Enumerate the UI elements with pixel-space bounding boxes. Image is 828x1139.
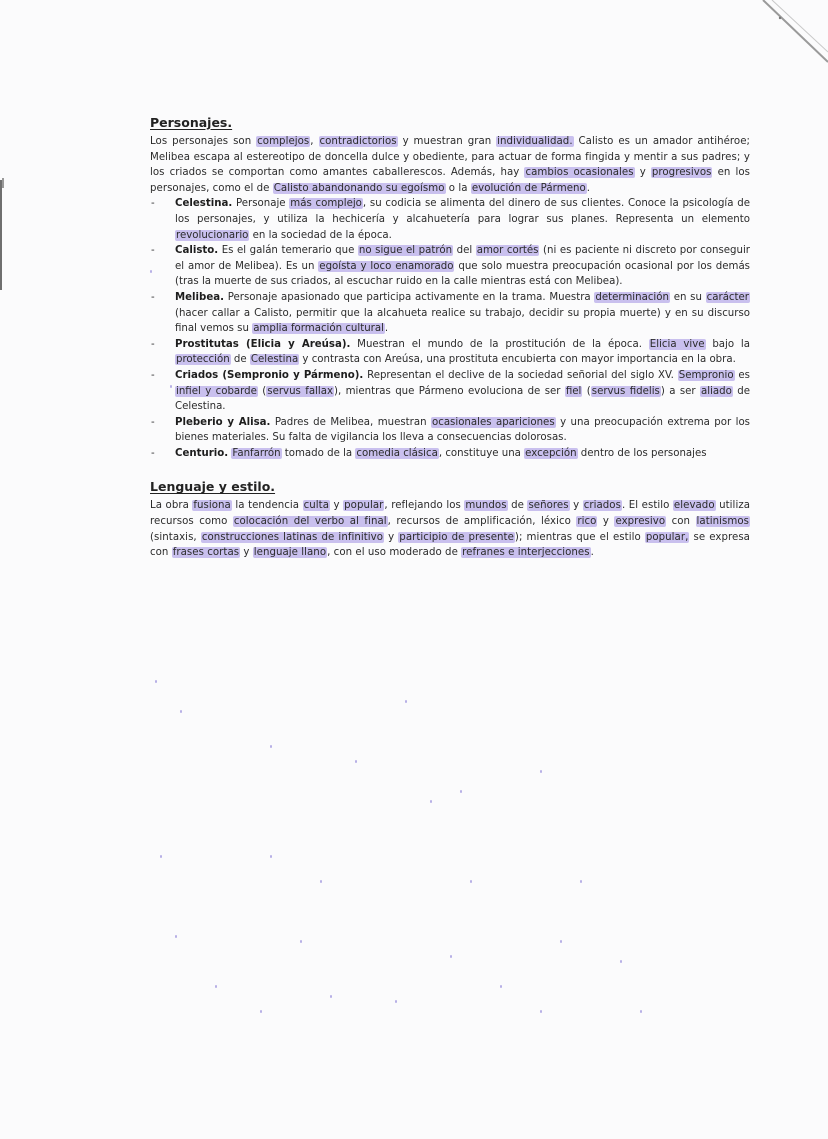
document-body xyxy=(150,115,750,561)
text-run: bajo la xyxy=(705,338,750,350)
text-run: Es el galán temerario que xyxy=(218,245,358,257)
highlighted-text: señores xyxy=(528,500,569,512)
highlighted-text: Elicia vive xyxy=(649,338,705,350)
text-run: y xyxy=(634,167,651,179)
text-run: y muestran gran xyxy=(397,136,497,147)
highlighted-text: construcciones latinas de infinitivo xyxy=(201,531,384,543)
highlighted-text: colocación del verbo al final xyxy=(233,516,387,528)
scan-speck xyxy=(470,880,472,883)
character-name: Prostitutas (Elicia y Areúsa). xyxy=(175,338,351,350)
scan-speck xyxy=(540,1010,542,1013)
character-name: Celestina. xyxy=(175,198,233,210)
text-run: utiliza recursos como xyxy=(150,500,751,528)
text-run: en su xyxy=(669,291,706,303)
character-item xyxy=(175,368,750,415)
text-run: con xyxy=(666,516,696,528)
text-run: dentro de los personajes xyxy=(577,447,707,459)
text-run: , recursos de amplificación, léxico xyxy=(387,516,577,528)
highlighted-text: Calisto abandonando su egoísmo xyxy=(273,182,445,194)
text-run: de Celestina. xyxy=(175,385,751,413)
text-run: y contrasta con Areúsa, una prostituta encubierta con mayor importancia en la obra. xyxy=(299,354,736,366)
highlighted-text: popular, xyxy=(645,531,689,543)
text-run: Personaje apasionado que participa activamente en la trama. Muestra xyxy=(223,291,595,303)
text-run: , su codicia se alimenta del dinero de sus clientes. Conoce la psicología de los personajes, y utiliza la hechicería y alcahuetería para lograr sus planes. Representa un elemento xyxy=(175,198,750,225)
text-run: y xyxy=(569,500,583,512)
scan-speck xyxy=(450,955,452,958)
highlighted-text: determinación xyxy=(595,291,669,303)
scan-speck xyxy=(170,385,172,388)
scan-speck xyxy=(320,880,322,883)
scan-speck xyxy=(175,935,177,938)
highlighted-text: complejos xyxy=(257,136,310,147)
scan-speck xyxy=(180,710,182,713)
highlighted-text: no sigue el patrón xyxy=(358,245,453,257)
text-run: . xyxy=(384,323,389,335)
text-run: ) a ser xyxy=(660,385,701,397)
character-item xyxy=(175,415,750,446)
scan-speck xyxy=(620,960,622,963)
scan-speck xyxy=(355,760,357,763)
text-run: , reflejando los xyxy=(384,500,465,512)
character-name: Pleberio y Alisa. xyxy=(175,416,271,428)
highlighted-text: criados xyxy=(583,500,621,512)
text-run: o la xyxy=(445,182,471,194)
scan-speck xyxy=(155,680,157,683)
text-run: ( xyxy=(257,385,267,397)
highlighted-text: infiel y cobarde xyxy=(176,385,257,397)
scan-edge-mark xyxy=(0,180,2,290)
scan-speck xyxy=(560,940,562,943)
scan-speck xyxy=(215,985,217,988)
text-run: Muestran el mundo de la prostitución de la época. xyxy=(350,338,649,350)
highlighted-text: servus fallax xyxy=(267,385,333,397)
scan-speck xyxy=(270,745,272,748)
cropped-top-text xyxy=(175,0,255,4)
highlighted-text: revolucionario xyxy=(176,229,249,241)
highlighted-text: Sempronio xyxy=(678,369,734,381)
highlighted-text: progresivos xyxy=(651,167,712,179)
scan-speck xyxy=(500,985,502,988)
highlighted-text: protección xyxy=(176,354,230,366)
highlighted-text: contradictorios xyxy=(319,136,397,147)
highlighted-text: cambios ocasionales xyxy=(525,167,634,179)
character-name: Calisto. xyxy=(175,245,219,257)
text-run: , con el uso moderado de xyxy=(327,547,462,559)
scan-edge-dot xyxy=(2,178,4,188)
section-title-personajes: Personajes. xyxy=(150,115,233,130)
highlighted-text: frases cortas xyxy=(172,547,240,559)
lenguaje-paragraph xyxy=(150,498,750,560)
text-run: la tendencia xyxy=(231,500,303,512)
folded-corner-mark xyxy=(758,0,828,70)
scan-speck xyxy=(430,800,432,803)
text-run: de xyxy=(230,354,250,366)
scan-speck xyxy=(260,1010,262,1013)
text-run: y xyxy=(330,500,344,512)
highlighted-text: individualidad. xyxy=(497,136,573,147)
highlighted-text: más complejo xyxy=(290,198,362,210)
character-item xyxy=(175,243,750,290)
scan-speck xyxy=(395,1000,397,1003)
text-run: . xyxy=(586,182,591,194)
text-run: en los personajes, como el de xyxy=(150,167,750,194)
highlighted-text: elevado xyxy=(673,500,715,512)
scan-speck xyxy=(580,880,582,883)
highlighted-text: Celestina xyxy=(250,354,299,366)
text-run: (ni es paciente ni discreto por conseguir el amor de Melibea). Es un xyxy=(175,245,750,272)
highlighted-text: egoísta y loco enamorado xyxy=(319,260,454,272)
highlighted-text: evolución de Pármeno xyxy=(471,182,586,194)
text-run: en la sociedad de la época. xyxy=(249,229,392,241)
text-run: Los personajes son xyxy=(150,136,257,147)
text-run: y xyxy=(597,516,615,528)
highlighted-text: Fanfarrón xyxy=(232,447,281,459)
scan-speck xyxy=(300,940,302,943)
highlighted-text: latinismos xyxy=(696,516,749,528)
section-lenguaje xyxy=(150,479,750,560)
scan-speck xyxy=(150,270,152,273)
highlighted-text: fiel xyxy=(565,385,582,397)
character-list xyxy=(150,196,750,461)
character-item xyxy=(175,290,750,337)
character-name: Melibea. xyxy=(175,291,224,303)
text-run: y xyxy=(240,547,253,559)
text-run: se expresa con xyxy=(150,531,750,559)
highlighted-text: excepción xyxy=(525,447,577,459)
highlighted-text: refranes e interjecciones xyxy=(462,547,590,559)
text-run: ); mientras que el estilo xyxy=(514,531,645,543)
highlighted-text: popular xyxy=(344,500,384,512)
highlighted-text: culta xyxy=(303,500,330,512)
highlighted-text: lenguaje llano xyxy=(253,547,327,559)
text-run: Padres de Melibea, muestran xyxy=(270,416,431,428)
personajes-intro-paragraph xyxy=(150,134,750,196)
text-run: Representan el declive de la sociedad señorial del siglo XV. xyxy=(363,369,678,381)
scan-speck xyxy=(330,995,332,998)
highlighted-text: aliado xyxy=(701,385,732,397)
character-name: Centurio. xyxy=(175,447,229,459)
scan-speck xyxy=(460,790,462,793)
highlighted-text: carácter xyxy=(706,291,749,303)
text-run: de xyxy=(507,500,528,512)
character-item xyxy=(175,337,750,368)
highlighted-text: comedia clásica xyxy=(356,447,438,459)
text-run: , xyxy=(310,136,319,147)
text-run: La obra xyxy=(150,500,193,512)
text-run: y una preocupación extrema por los bienes materiales. Su falta de vigilancia los lleva a consecuencias dolorosas. xyxy=(175,416,750,444)
highlighted-text: fusiona xyxy=(193,500,231,512)
character-name: Criados (Sempronio y Pármeno). xyxy=(175,369,364,381)
text-run: (hacer callar a Calisto, permitir que la alcahueta realice su trabajo, decidir su propia muerte) y en su discurso final vemos su xyxy=(175,307,750,335)
scan-speck xyxy=(405,700,407,703)
text-run: . El estilo xyxy=(621,500,673,512)
highlighted-text: expresivo xyxy=(615,516,666,528)
text-run: (sintaxis, xyxy=(150,531,201,543)
scan-speck xyxy=(540,770,542,773)
scan-speck xyxy=(270,855,272,858)
highlighted-text: participio de presente xyxy=(399,531,514,543)
highlighted-text: ocasionales apariciones xyxy=(431,416,555,428)
highlighted-text: amplia formación cultural xyxy=(253,323,384,335)
scan-speck xyxy=(160,855,162,858)
text-run: tomado de la xyxy=(281,447,356,459)
text-run: ), mientras que Pármeno evoluciona de ser xyxy=(334,385,565,397)
character-item xyxy=(175,446,750,462)
text-run: del xyxy=(453,245,476,257)
character-item xyxy=(175,196,750,243)
highlighted-text: servus fidelis xyxy=(591,385,660,397)
text-run: ( xyxy=(582,385,591,397)
text-run: y xyxy=(384,531,399,543)
highlighted-text: mundos xyxy=(465,500,507,512)
text-run: Calisto es un amador antihéroe; Melibea escapa al estereotipo de doncella dulce y obediente, para actuar de forma fingida y mentir a sus padres; y los criados se comportan como amantes caballerescos. Además, hay xyxy=(150,136,750,179)
highlighted-text: rico xyxy=(577,516,597,528)
text-run: es xyxy=(734,369,750,381)
highlighted-text: amor cortés xyxy=(476,245,539,257)
text-run: Personaje xyxy=(232,198,290,210)
scan-speck xyxy=(640,1010,642,1013)
text-run: , constituye una xyxy=(438,447,525,459)
text-run: . xyxy=(590,547,594,559)
text-run: que solo muestra preocupación ocasional por los demás (tras la muerte de sus criados, al escuchar ruido en la calle mientras está con Melibea). xyxy=(175,260,750,288)
section-title-lenguaje: Lenguaje y estilo. xyxy=(150,479,276,495)
